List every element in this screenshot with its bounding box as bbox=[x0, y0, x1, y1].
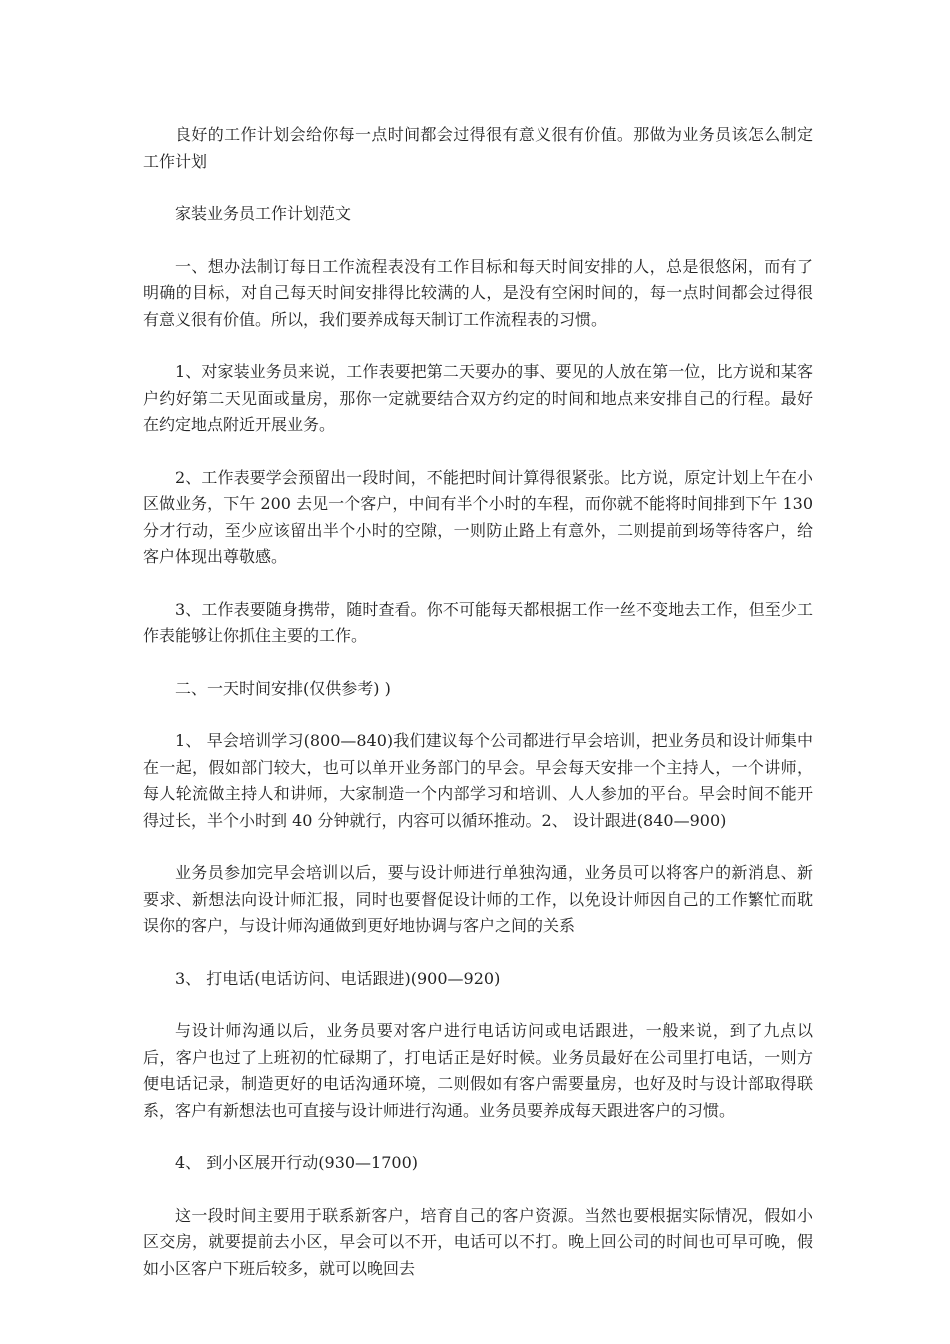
list-item-1: 1、对家装业务员来说，工作表要把第二天要办的事、要见的人放在第一位，比方说和某客户约好第二天见面或量房，那你一定就要结合双方约定的时间和地点来安排自己的行程。最好在约定地点附近开展业务。 bbox=[143, 362, 813, 434]
schedule-item-3-heading: 3、 打电话(电话访问、电话跟进)(900—920) bbox=[175, 968, 501, 988]
intro-paragraph: 良好的工作计划会给你每一点时间都会过得很有意义很有价值。那做为业务员该怎么制定工作计划 bbox=[143, 125, 813, 171]
schedule-item-3-body: 与设计师沟通以后，业务员要对客户进行电话访问或电话跟进，一般来说，到了九点以后，客户也过了上班初的忙碌期了，打电话正是好时候。业务员最好在公司里打电话，一则方便电话记录，制造更好的电话沟通环境，二则假如有客户需要量房，也好及时与设计部取得联系，客户有新想法也可直接与设计师进行沟通。业务员要养成每天跟进客户的习惯。 bbox=[143, 1021, 813, 1120]
section-one-paragraph: 一、想办法制订每日工作流程表没有工作目标和每天时间安排的人，总是很悠闲，而有了明确的目标，对自己每天时间安排得比较满的人，是没有空闲时间的，每一点时间都会过得很有意义很有价值。所以，我们要养成每天制订工作流程表的习惯。 bbox=[143, 256, 813, 329]
schedule-item-4-heading: 4、 到小区展开行动(930—1700) bbox=[175, 1153, 419, 1172]
list-item-2: 2、工作表要学会预留出一段时间，不能把时间计算得很紧张。比方说，原定计划上午在小区做业务，下午 200 去见一个客户，中间有半个小时的车程，而你就不能将时间排到下午 130 分才行动，至少应该留出半个小时的空隙，一则防止路上有意外，二则提前到场等待客户，给客户体现出尊敬感。 bbox=[143, 467, 813, 566]
section-two-heading: 二、一天时间安排(仅供参考) ) bbox=[175, 678, 391, 698]
document-title: 家装业务员工作计划范文 bbox=[175, 204, 352, 223]
schedule-item-2-body: 业务员参加完早会培训以后，要与设计师进行单独沟通，业务员可以将客户的新消息、新要求、新想法向设计师汇报，同时也要督促设计师的工作，以免设计师因自己的工作繁忙而耽误你的客户，与设计师沟通做到更好地协调与客户之间的关系 bbox=[143, 863, 813, 935]
list-item-3: 3、工作表要随身携带，随时查看。你不可能每天都根据工作一丝不变地去工作，但至少工作表能够让你抓住主要的工作。 bbox=[143, 599, 813, 645]
schedule-item-4-body: 这一段时间主要用于联系新客户，培育自己的客户资源。当然也要根据实际情况，假如小区交房，就要提前去小区，早会可以不开，电话可以不打。晚上回公司的时间也可早可晚，假如小区客户下班后较多，就可以晚回去 bbox=[143, 1205, 813, 1278]
document-body bbox=[143, 122, 813, 1308]
schedule-item-1: 1、 早会培训学习(800—840)我们建议每个公司都进行早会培训，把业务员和设计师集中在一起，假如部门较大，也可以单开业务部门的早会。早会每天安排一个主持人，一个讲师，每人轮流做主持人和讲师，大家制造一个内部学习和培训、人人参加的平台。早会时间不能开得过长，半个小时到 40 分钟就行，内容可以循环推动。2、 设计跟进(840—900) bbox=[143, 731, 813, 830]
